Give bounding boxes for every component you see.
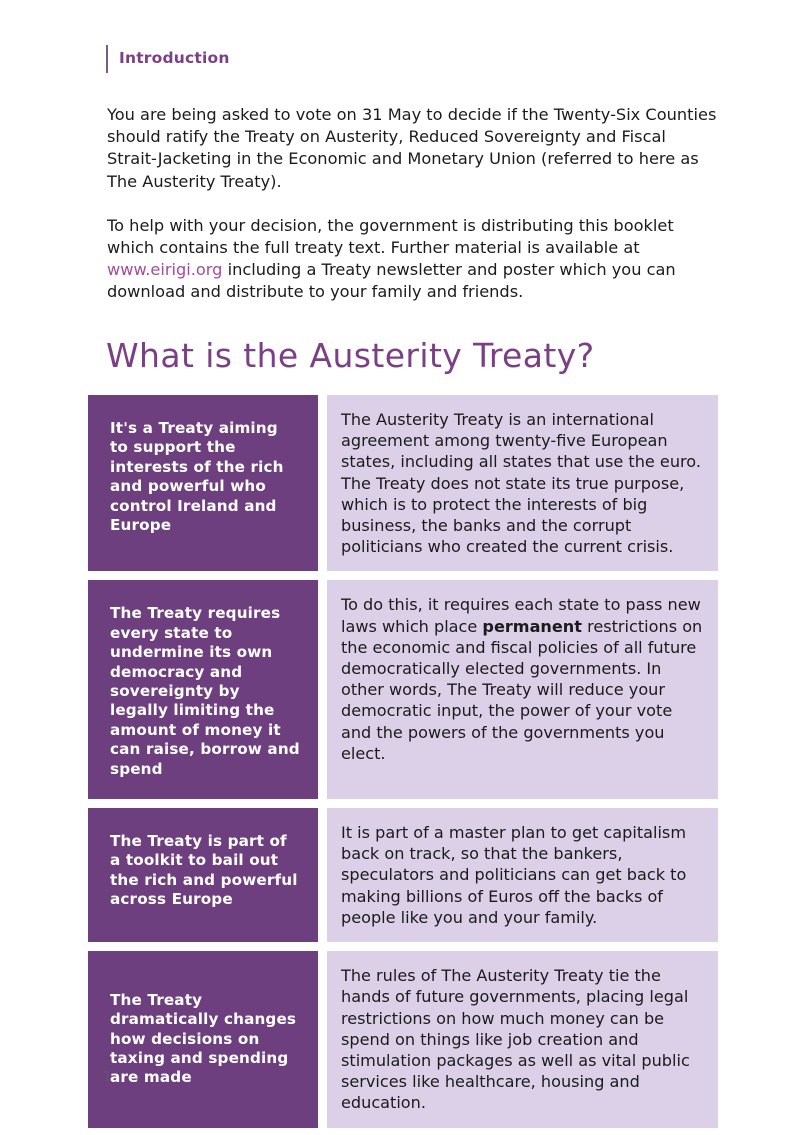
section-heading-rule (106, 45, 108, 73)
table-row-detail-cell (327, 951, 718, 1127)
intro-paragraph-2 (107, 215, 717, 304)
page-number: 1 (103, 1069, 112, 1085)
table-row-summary-cell (88, 951, 318, 1127)
table-row-summary-text: The Treaty dramatically changes how decisions on taxing and spending are made (110, 990, 297, 1087)
section-heading (106, 44, 230, 74)
table-row (88, 951, 718, 1127)
table-row (88, 808, 718, 942)
intro-paragraph-2-text-after-link: including a Treaty newsletter and poster which you can download and distribute to your family and friends. (107, 260, 676, 302)
table-row-detail-cell (327, 808, 718, 942)
table-row-detail-cell (327, 395, 718, 571)
table-row-summary-cell (88, 580, 318, 799)
page-title: What is the Austerity Treaty? (106, 336, 595, 375)
section-heading-label: Introduction (119, 49, 230, 68)
table-row-detail-text: To do this, it requires each state to pass new laws which place (341, 595, 701, 636)
table-row-detail-text-continued: restrictions on the economic and fiscal policies of all future democratically elected governments. In other words, The Treaty will reduce your democratic input, the power of your vote and the powers of the governments you elect. (341, 616, 703, 763)
table-row-summary-cell (88, 808, 318, 942)
intro-paragraph-1: You are being asked to vote on 31 May to decide if the Twenty-Six Counties should ratify the Treaty on Austerity, Reduced Sovereignty and Fiscal Strait-Jacketing in the Economic and Monetary Union (referred to here as The Austerity Treaty). (107, 105, 717, 191)
table-row (88, 580, 718, 799)
table-row-detail-text: The rules of The Austerity Treaty tie the hands of future governments, placing legal restrictions on how much money can be spend on things like job creation and stimulation packages as well as vital public services like healthcare, housing and education. (341, 966, 690, 1113)
table-row-summary-text: The Treaty is part of a toolkit to bail out the rich and powerful across Europe (110, 832, 298, 909)
table-row (88, 395, 718, 571)
treaty-explainer-table (88, 395, 718, 1128)
table-column-gap (318, 808, 327, 942)
table-row-detail-emphasis: permanent (482, 616, 582, 636)
table-row-detail-text: The Austerity Treaty is an international agreement among twenty-five European states, including all states that use the euro. The Treaty does not state its true purpose, which is to protect the interests of big business, the banks and the corrupt politicians who created the current crisis. (341, 410, 701, 557)
table-row-summary-text: It's a Treaty aiming to support the interests of the rich and powerful who control Ireland and Europe (110, 419, 284, 535)
table-column-gap (318, 580, 327, 799)
table-column-gap (318, 951, 327, 1127)
table-row-summary-text: The Treaty requires every state to undermine its own democracy and sovereignty by legally limiting the amount of money it can raise, borrow and spend (110, 604, 300, 778)
table-row-detail-cell (327, 580, 718, 799)
table-row-summary-cell (88, 395, 318, 571)
introduction-body (107, 104, 717, 304)
table-column-gap (318, 395, 327, 571)
table-row-detail-text: It is part of a master plan to get capitalism back on track, so that the bankers, speculators and politicians can get back to making billions of Euros off the backs of people like you and your family. (341, 823, 687, 927)
eirigi-website-link[interactable]: www.eirigi.org (107, 260, 223, 280)
intro-paragraph-2-text-before-link: To help with your decision, the government is distributing this booklet which contains the full treaty text. Further material is available at (107, 215, 674, 258)
